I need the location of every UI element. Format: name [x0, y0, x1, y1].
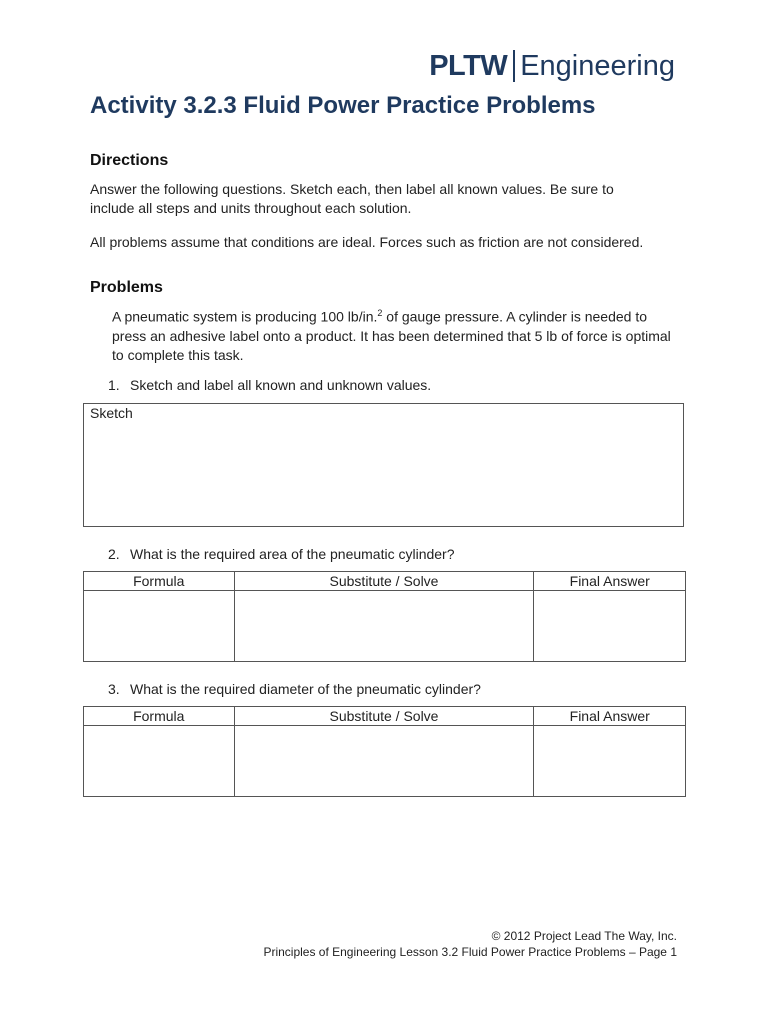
question-1	[108, 377, 431, 393]
question-number: 3.	[108, 681, 120, 697]
logo-division: Engineering	[520, 49, 675, 82]
table-header-row	[84, 707, 686, 726]
directions-paragraph-2: All problems assume that conditions are ideal. Forces such as friction are not considered.	[90, 234, 644, 250]
page-title: Activity 3.2.3 Fluid Power Practice Problems	[90, 92, 596, 119]
footer-copyright: © 2012 Project Lead The Way, Inc.	[491, 929, 677, 943]
question-text: Sketch and label all known and unknown values.	[130, 377, 432, 393]
formula-cell[interactable]	[84, 726, 235, 797]
final-answer-cell[interactable]	[534, 726, 686, 797]
table-row	[84, 591, 686, 662]
problem-intro	[112, 304, 672, 365]
problems-heading: Problems	[90, 279, 163, 296]
substitute-solve-cell[interactable]	[234, 726, 534, 797]
final-answer-cell[interactable]	[534, 591, 686, 662]
question-2	[108, 546, 455, 562]
column-header-substitute-solve: Substitute / Solve	[234, 707, 534, 726]
column-header-substitute-solve: Substitute / Solve	[234, 572, 534, 591]
substitute-solve-cell[interactable]	[234, 591, 534, 662]
logo-divider	[513, 50, 515, 82]
logo-brand: PLTW	[429, 49, 508, 82]
question-number: 1.	[108, 377, 120, 393]
question-text: What is the required diameter of the pneumatic cylinder?	[130, 681, 481, 697]
table-row	[84, 726, 686, 797]
formula-cell[interactable]	[84, 591, 235, 662]
problem-intro-part2: of gauge pressure. A cylinder is needed to press an adhesive label onto a product. It has been determined that 5 lb of force is optimal to complete this task.	[112, 308, 671, 363]
directions-paragraph-1: Answer the following questions. Sketch each, then label all known values. Be sure to include all steps and units throughout each solution.	[90, 181, 614, 216]
column-header-formula: Formula	[84, 707, 235, 726]
directions-heading: Directions	[90, 152, 169, 169]
answer-table-diameter	[83, 706, 686, 797]
table-header-row	[84, 572, 686, 591]
superscript-exponent: 2	[377, 308, 383, 318]
pltw-engineering-logo	[429, 48, 675, 84]
question-3	[108, 681, 481, 697]
question-text: What is the required area of the pneumatic cylinder?	[130, 546, 455, 562]
question-number: 2.	[108, 546, 120, 562]
column-header-formula: Formula	[84, 572, 235, 591]
sketch-label: Sketch	[90, 405, 133, 421]
answer-table-area	[83, 571, 686, 662]
sketch-area[interactable]	[83, 403, 684, 527]
footer-page-info: Principles of Engineering Lesson 3.2 Fluid Power Practice Problems – Page 1	[263, 945, 677, 959]
column-header-final-answer: Final Answer	[534, 707, 686, 726]
column-header-final-answer: Final Answer	[534, 572, 686, 591]
problem-intro-part1: A pneumatic system is producing 100 lb/in.	[112, 308, 378, 325]
